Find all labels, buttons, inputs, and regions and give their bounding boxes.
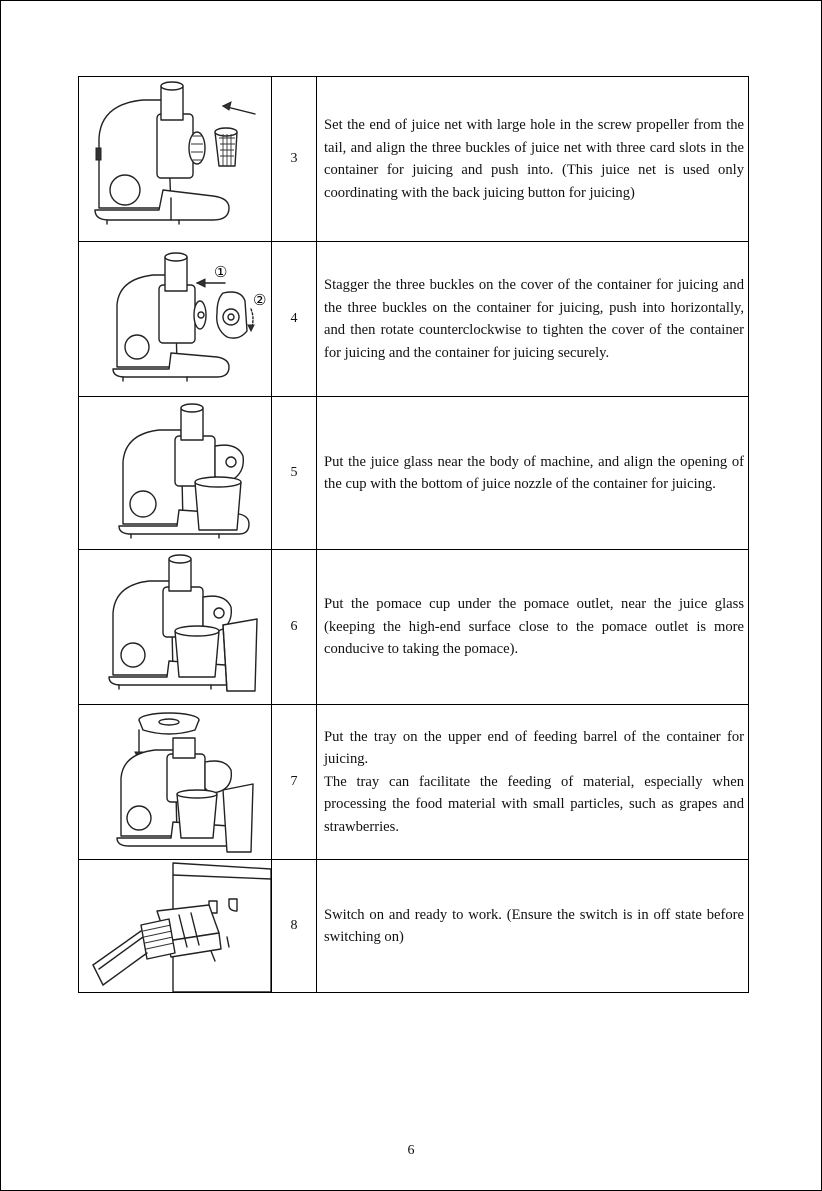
step-description — [317, 550, 749, 705]
step-number: 8 — [272, 860, 317, 993]
instruction-steps-table — [78, 76, 749, 993]
step-paragraph: Set the end of juice net with large hole in the screw propeller from the tail, and align the three buckles of juice net with three card slots in the container for juicing and push into. (This juice net is used only coordinating with the back juicing button for juicing) — [324, 117, 744, 201]
page-number: 6 — [407, 1143, 415, 1158]
step-number: 5 — [272, 397, 317, 550]
step-image-cell — [79, 705, 272, 860]
step-row-3 — [79, 77, 749, 242]
step-image-cell — [79, 242, 272, 397]
callout-1-label: ① — [214, 264, 228, 281]
step-description — [317, 705, 749, 860]
step-row-6 — [79, 550, 749, 705]
cover-rotation-illustration — [79, 243, 271, 396]
step-number: 7 — [272, 705, 317, 860]
step-description — [317, 860, 749, 993]
step-number: 4 — [272, 242, 317, 397]
step-number: 3 — [272, 77, 317, 242]
step-paragraph: Put the tray on the upper end of feeding barrel of the container for juicing. — [324, 728, 744, 768]
step-description — [317, 77, 749, 242]
tray-placement-illustration — [79, 706, 271, 859]
step-paragraph: Stagger the three buckles on the cover of the container for juicing and the three buckles on the container for juicing, push into horizontally, and then rotate counterclockwise to tighten the cover of the container for juicing and the container for juicing securely. — [324, 277, 744, 361]
step-paragraph: Put the juice glass near the body of machine, and align the opening of the cup with the bottom of juice nozzle of the container for juicing. — [324, 453, 744, 492]
callout-2-label: ② — [253, 292, 267, 309]
step-paragraph: Switch on and ready to work. (Ensure the switch is in off state before switching on) — [324, 906, 744, 945]
step-image-cell — [79, 860, 272, 993]
pomace-cup-placement-illustration — [79, 551, 271, 704]
step-row-8 — [79, 860, 749, 993]
step-paragraph: Put the pomace cup under the pomace outlet, near the juice glass (keeping the high-end surface close to the pomace outlet is more conducive to taking the pomace). — [324, 596, 744, 658]
step-description — [317, 242, 749, 397]
step-row-5 — [79, 397, 749, 550]
step-number: 6 — [272, 550, 317, 705]
juice-glass-placement-illustration — [79, 398, 271, 549]
step-row-7 — [79, 705, 749, 860]
step-image-cell — [79, 77, 272, 242]
step-description — [317, 397, 749, 550]
power-plug-illustration — [79, 861, 271, 992]
step-image-cell — [79, 550, 272, 705]
step-paragraph: The tray can facilitate the feeding of material, especially when processing the food material with small particles, such as grapes and strawberries. — [324, 773, 744, 835]
juice-net-insertion-illustration — [79, 78, 271, 241]
step-image-cell — [79, 397, 272, 550]
step-row-4 — [79, 242, 749, 397]
